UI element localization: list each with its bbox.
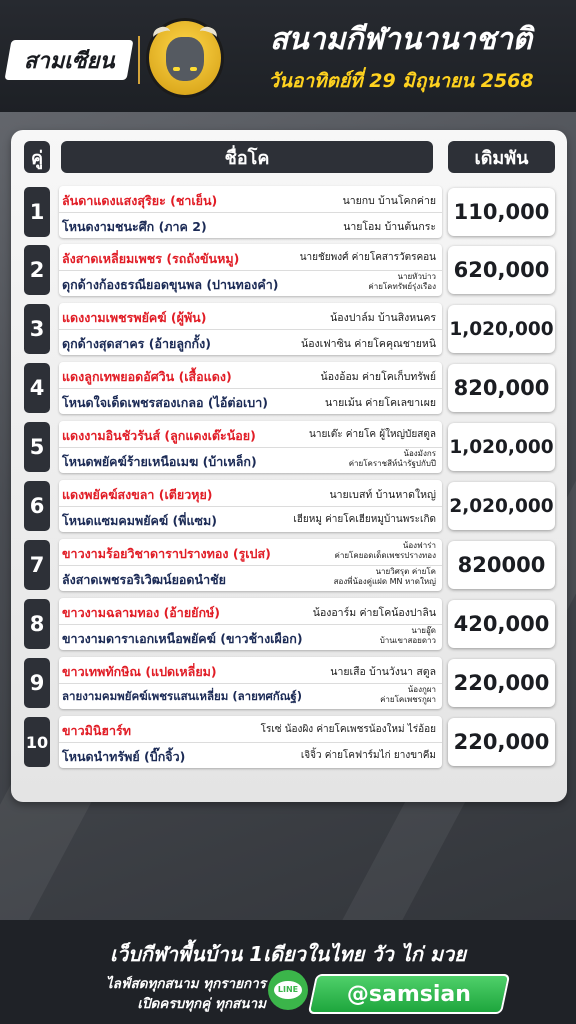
match-number: 5 <box>24 422 50 472</box>
fighter-red-name: แดงพยัคฆ์สงขลา (เตียวหุย) <box>62 487 213 502</box>
bet-amount: 110,000 <box>448 188 555 236</box>
match-number: 8 <box>24 599 50 649</box>
line-id-button[interactable] <box>308 974 511 1014</box>
fighter-blue-name: ขาวงามดาราเอกเหนือพยัคฆ์ (ขาวช้างเผือก) <box>62 631 303 646</box>
match-number: 9 <box>24 658 50 708</box>
fighter-red-name: ขาวงามฉลามทอง (อ้ายยักษ์) <box>62 605 220 620</box>
match-row <box>11 186 567 238</box>
fighter-blue-owner <box>334 567 436 587</box>
fighter-blue-owner <box>380 626 436 646</box>
owner-line-2: ค่ายโคเพชรกูผา <box>380 695 436 704</box>
fighter-blue-name: โหนดใจเด็ดเพชรสองเกลอ (ไอ้ต่อเบา) <box>62 395 268 410</box>
footer-subtext-1: ไลฟ์สดทุกสนาม ทุกรายการ <box>105 976 266 992</box>
fighter-red-owner: นายกบ บ้านโคกค่าย <box>342 195 436 207</box>
fighter-blue-name: ดุกด้างก้องธรณียอดขุนพล (ปานทองคำ) <box>62 277 279 292</box>
fighter-red-name: ขาวมินิฮาร์ท <box>62 723 131 738</box>
match-details <box>59 598 442 650</box>
bet-amount: 820,000 <box>448 364 555 412</box>
fighter-blue-owner <box>349 449 436 469</box>
owner-line-2: บ้านเขาสอยดาว <box>379 636 436 645</box>
bet-amount: 420,000 <box>448 600 555 648</box>
fighter-red-owner: น้องปาล์ม บ้านสิงหนคร <box>330 312 436 324</box>
match-details <box>59 480 442 532</box>
bet-amount: 2,020,000 <box>448 482 555 530</box>
event-date: วันอาทิตย์ที่ 29 มิถุนายน 2568 <box>268 70 534 92</box>
bull-face-icon <box>166 37 204 81</box>
fighter-blue-name: โหนดแซมคมพยัคฆ์ (พี่แซม) <box>62 513 217 528</box>
fighter-blue-name: ดุกด้างสุดสาคร (อ้ายลูกกั้ง) <box>62 336 211 351</box>
match-number: 7 <box>24 540 50 590</box>
line-icon-label: LINE <box>274 981 302 999</box>
match-details <box>59 539 442 591</box>
match-row <box>11 244 567 296</box>
owner-line-2: สองพี่น้องคู่แฝด MN หาดใหญ่ <box>333 577 436 586</box>
owner-line-1: นายวิศรุต ค่ายโค <box>375 567 436 576</box>
match-row <box>11 480 567 532</box>
match-card <box>11 130 567 802</box>
fighter-blue-owner: นายโอม บ้านต้นกระ <box>343 221 436 233</box>
line-id-text: @samsian <box>346 981 471 1007</box>
bet-amount: 220,000 <box>448 659 555 707</box>
brand-name: สามเซียน <box>23 48 115 74</box>
fighter-red-name: แดงลูกเทพยอดอัศวิน (เสื้อแดง) <box>62 369 232 384</box>
bet-amount: 220,000 <box>448 718 555 766</box>
fighter-red-owner: น้องอาร์ม ค่ายโคน้องปาลิน <box>312 607 436 619</box>
fighter-red-owner: โรเซ่ น้องผิง ค่ายโคเพชรน้องใหม่ ไร่อ้อย <box>260 724 436 735</box>
fighter-red-owner: นายเต๊ะ ค่ายโค ผู้ใหญ่บัยสตูล <box>309 429 436 440</box>
match-number: 6 <box>24 481 50 531</box>
owner-line-1: น้องฟาร่า <box>402 541 436 550</box>
bull-eye-icon <box>190 67 197 71</box>
match-number: 4 <box>24 363 50 413</box>
match-details <box>59 186 442 238</box>
fighter-blue-owner: นายเม้น ค่ายโคเลขาเผย <box>325 397 436 409</box>
fighter-blue-name: โหนดพยัคฆ์ร้ายเหนือเมฆ (บ้าเหล็ก) <box>62 454 257 469</box>
fighter-red-name: แดงงามอินชัวรันส์ (ลูกแดงเต๊ะน้อย) <box>62 428 256 443</box>
fighter-red-name: แดงงามเพชรพยัคฆ์ (ผู้พัน) <box>62 310 207 325</box>
fighter-blue-owner: เจิจิ้ว ค่ายโคฟาร์มไก่ ยางขาคีม <box>300 750 436 761</box>
bull-eye-icon <box>173 67 180 71</box>
match-row <box>11 421 567 473</box>
owner-line-2: ค่ายโคยอดเด็ดเพชรปรางทอง <box>334 551 436 560</box>
match-details <box>59 244 442 296</box>
column-header-name: ชื่อโค <box>61 141 433 173</box>
footer-slogan: เว็บกีฬาพื้นบ้าน 1เดียวในไทย วัว ไก่ มวย <box>110 942 466 966</box>
owner-line-1: นายหัวบ่าว <box>397 272 436 281</box>
brand-logo <box>4 40 133 80</box>
bet-amount: 1,020,000 <box>448 305 555 353</box>
match-row <box>11 657 567 709</box>
fighter-blue-name: ลังสาดเพชรอริเวิฒน์ยอดนำชัย <box>62 572 226 587</box>
page-title: สนามกีฬานานาชาติ <box>269 22 533 57</box>
fighter-red-name: ขาวเทพทักษิณ (แปดเหลี่ยม) <box>62 664 217 679</box>
match-row <box>11 362 567 414</box>
match-number: 3 <box>24 304 50 354</box>
fighter-blue-name: โหนดนำทรัพย์ (บิ๊กจิ้ว) <box>62 749 186 764</box>
fighter-red-owner: นายเบสท์ บ้านหาดใหญ่ <box>329 489 436 501</box>
fighter-red-name: ขาวงามร้อยวิชาดาราปรางทอง (รูเปส) <box>62 546 271 561</box>
fighter-blue-owner: น้องเฟาซิน ค่ายโคคุณชายหนิ <box>301 338 436 350</box>
match-details <box>59 303 442 355</box>
bet-amount: 1,020,000 <box>448 423 555 471</box>
owner-line-2: ค่ายโคราชสีห์นำรัฐปกับปี <box>348 459 436 468</box>
fighter-red-owner: นายเสือ บ้านวังนา สตูล <box>330 666 436 678</box>
fighter-blue-owner <box>368 272 436 292</box>
footer-subtext-2: เปิดครบทุกคู่ ทุกสนาม <box>137 996 266 1012</box>
fighter-blue-owner: เฮียหมู ค่ายโคเฮียหมูบ้านพระเกิด <box>293 514 436 525</box>
bet-amount: 620,000 <box>448 246 555 294</box>
bet-amount: 820000 <box>448 541 555 589</box>
column-header-pair: คู่ <box>24 141 50 173</box>
fighter-red-name: ลันดาแดงแสงสุริยะ (ชาเย็น) <box>62 193 218 208</box>
fighter-blue-name: โหนดงามชนะศึก (ภาค 2) <box>62 219 207 234</box>
match-details <box>59 657 442 709</box>
fighter-blue-owner <box>380 685 436 705</box>
match-row <box>11 303 567 355</box>
fighter-red-name: ลังสาดเหลี่ยมเพชร (รถถังขันหมู) <box>62 251 240 266</box>
owner-line-2: ค่ายโคทรัพย์รุ่งเรือง <box>368 282 436 291</box>
logo-divider <box>138 36 140 84</box>
bull-mascot-icon <box>146 18 224 98</box>
match-details <box>59 716 442 768</box>
match-number: 1 <box>24 187 50 237</box>
line-app-icon[interactable] <box>268 970 308 1010</box>
match-details <box>59 362 442 414</box>
match-row <box>11 716 567 768</box>
match-number: 2 <box>24 245 50 295</box>
fighter-red-owner <box>335 541 436 561</box>
owner-line-1: น้องกูผา <box>407 685 436 694</box>
fighter-red-owner: นายชัยพงศ์ ค่ายโคสารวัตรคอน <box>299 252 436 263</box>
owner-line-1: น้องมังกร <box>403 449 436 458</box>
column-header-bet: เดิมพัน <box>448 141 555 173</box>
match-row <box>11 539 567 591</box>
fighter-blue-name: ลายงามคมพยัคฆ์เพชรแสนเหลี่ยม (ลายทศกัณฐ์) <box>62 689 302 703</box>
match-number: 10 <box>24 717 50 767</box>
fighter-red-owner: น้องอ้อม ค่ายโคเก็บทรัพย์ <box>320 371 436 383</box>
match-row <box>11 598 567 650</box>
owner-line-1: นายอู๊ด <box>411 626 436 635</box>
match-details <box>59 421 442 473</box>
